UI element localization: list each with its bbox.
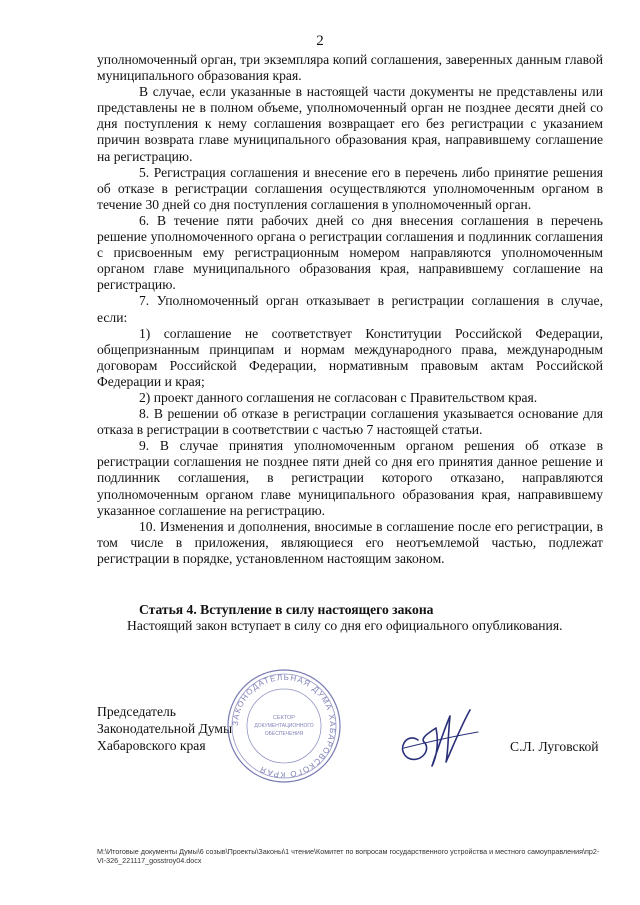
official-seal: [225, 667, 343, 785]
body-paragraph: 5. Регистрация соглашения и внесение его в перечень либо принятие решения об отказе в регистрации соглашения осуществляются уполномоченным органом в течение 30 дней со дня поступления соглашения в уполномоченный орган.: [97, 164, 603, 212]
signatory-title-line: Законодательной Думы: [97, 721, 233, 736]
body-paragraph: В случае, если указанные в настоящей части документы не представлены или представлены не в полном объеме, уполномоченный орган не позднее десяти дней со дня поступления к нему соглашения возвращает его без регистрации с указанием причин возврата главе муниципального образования края, направившему соглашение на регистрацию.: [97, 84, 603, 164]
seal-inner-line: ОБЕСПЕЧЕНИЯ: [264, 731, 304, 737]
body-paragraph: 7. Уполномоченный орган отказывает в регистрации соглашения в случае, если:: [97, 293, 603, 325]
handwritten-signature: [388, 702, 484, 772]
signatory-name: С.Л. Луговской: [510, 739, 599, 754]
article-text: Настоящий закон вступает в силу со дня его официального опубликования.: [127, 618, 563, 634]
seal-outer-text: ЗАКОНОДАТЕЛЬНАЯ ДУМА ХАБАРОВСКОГО КРАЯ: [230, 672, 338, 780]
body-paragraph: 1) соглашение не соответствует Конституции Российской Федерации, общепризнанным принципам и нормам международного права, международным договорам Российской Федерации, нормативным правовым актам Российской Федерации и края;: [97, 325, 603, 389]
seal-inner-line: СЕКТОР: [273, 715, 295, 721]
article-title: Статья 4. Вступление в силу настоящего закона: [139, 602, 434, 617]
body-paragraph: 10. Изменения и дополнения, вносимые в соглашение после его регистрации, в том числе в приложения, являющиеся его неотъемлемой частью, подлежат регистрации в порядке, установленном настоящим законом.: [97, 518, 603, 566]
seal-inner-line: ДОКУМЕНТАЦИОННОГО: [254, 723, 314, 729]
document-file-path: M:\Итоговые документы Думы\6 созыв\Проекты\Законы\1 чтение\Комитет по вопросам государственного устройства и местного самоуправления\пр2-VI-326_221117_gosstroy04.docx: [97, 847, 600, 865]
signatory-title-line: Хабаровского края: [97, 738, 206, 753]
article-4: [97, 602, 603, 634]
body-paragraph: 2) проект данного соглашения не согласован с Правительством края.: [139, 389, 538, 405]
signatory-title-line: Председатель: [97, 704, 176, 719]
body-paragraph: уполномоченный орган, три экземпляра копий соглашения, заверенных данным главой муниципального образования края.: [97, 52, 603, 84]
body-text: [97, 52, 603, 567]
body-paragraph: 9. В случае принятия уполномоченным органом решения об отказе в регистрации соглашения не позднее пяти дней со дня его принятия данное решение и подлинник соглашения, в регистрации которого отказано, направляются уполномоченным органом главе муниципального образования края, направившему указанное соглашение на регистрацию.: [97, 438, 603, 518]
body-paragraph: 8. В решении об отказе в регистрации соглашения указывается основание для отказа в регистрации в соответствии с частью 7 настоящей статьи.: [97, 406, 603, 438]
page-number: 2: [316, 33, 324, 49]
body-paragraph: 6. В течение пяти рабочих дней со дня внесения соглашения в перечень решение уполномоченного органа о регистрации соглашения и подлинник соглашения с присвоенным ему регистрационным номером направляются уполномоченным органом главе муниципального образования края, направившему соглашение на регистрацию.: [97, 212, 603, 293]
signatory-title: [97, 703, 232, 754]
